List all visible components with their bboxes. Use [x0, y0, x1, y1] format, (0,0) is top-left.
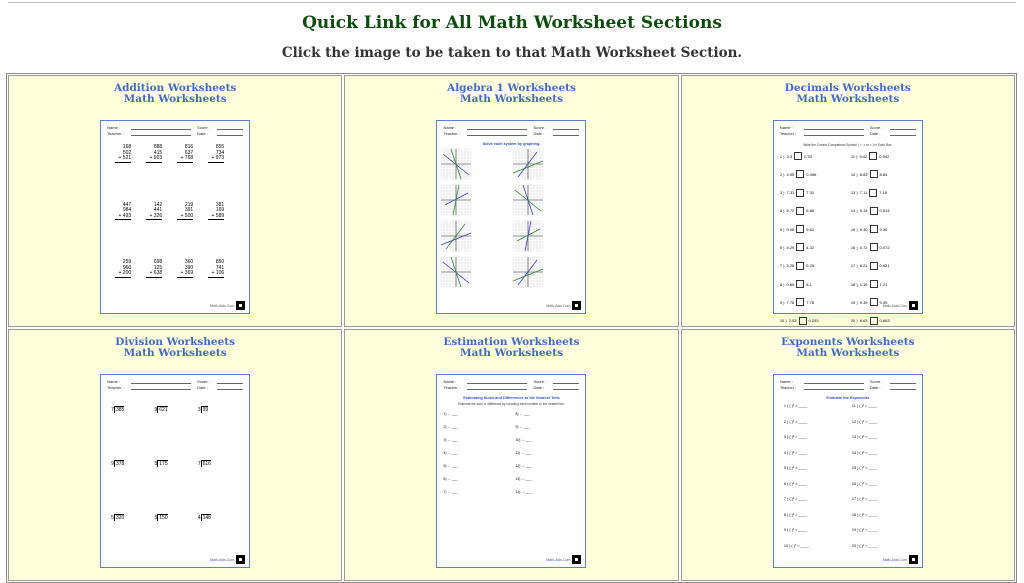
addition-problem: 816 637 + 768: [177, 145, 193, 163]
worksheet-thumbnail-decimals[interactable]: [773, 120, 923, 324]
card-subtitle-line[interactable]: Math Worksheets: [123, 347, 227, 359]
blank-line: [890, 129, 916, 130]
worksheet-instructions: Estimate the sum or difference by rounding each number to the nearest ten.: [458, 402, 565, 406]
addition-problem: 698 125 + 638: [146, 260, 162, 278]
arrow-icon: →: [521, 451, 525, 455]
footer-brand: Math-Aids.Com: [210, 303, 235, 308]
arrow-icon: →: [447, 425, 451, 429]
graph-thumbnail: [441, 221, 471, 251]
exponent-row: 7 ) ( )² = ____: [783, 497, 807, 501]
card-subtitle-line[interactable]: Math Worksheets: [460, 347, 563, 359]
blank-line: [804, 129, 864, 130]
exponent-row: 15 ) ( )² = ____: [851, 466, 878, 470]
exponent-row: 5 ) ( )² = ____: [783, 466, 807, 470]
blank-line: [467, 389, 527, 390]
exponent-row: 16 ) ( )² = ____: [851, 481, 878, 486]
worksheet-link-estimation[interactable]: [344, 329, 678, 581]
card-title-line[interactable]: Estimation Worksheets: [443, 336, 580, 348]
blank-line: [131, 129, 191, 130]
blank-line: [804, 389, 864, 390]
graph-problem: [513, 221, 581, 251]
estimation-row: 12) → ___: [515, 464, 532, 468]
sheet-header: [774, 375, 922, 395]
date-label: Date :: [869, 131, 881, 136]
score-label: Score :: [869, 125, 883, 130]
blank-line: [217, 383, 243, 384]
worksheet-instructions: Write the Correct Comparison Symbol ( <, > or = ) in Each Box.: [803, 143, 893, 147]
worksheet-title: Estimating Sums and Differences to the Nearest Tens: [463, 396, 560, 400]
addition-problem: 219 391 + 500: [177, 203, 193, 221]
worksheet-thumbnail-exponents[interactable]: [773, 374, 923, 568]
exponent-row: 10 ) ( )² = ____: [783, 543, 810, 548]
arrow-icon: →: [447, 412, 451, 416]
answer-box[interactable]: [869, 189, 877, 197]
blank-line: [804, 383, 864, 384]
estimation-row: 13) → ___: [515, 477, 532, 481]
algebra-graphs: [437, 146, 585, 290]
blank-line: [131, 383, 191, 384]
sheet-footer: [210, 301, 245, 310]
card-title[interactable]: [345, 337, 677, 359]
score-label: Score :: [533, 379, 547, 384]
card-title-line[interactable]: Division Worksheets: [115, 336, 236, 348]
worksheet-link-algebra-1[interactable]: [344, 75, 678, 327]
estimation-row: 9) → ___: [515, 425, 530, 429]
worksheet-thumbnail-addition[interactable]: [100, 120, 250, 314]
division-problem: 5 175: [154, 461, 168, 467]
name-label: Name :: [443, 379, 457, 384]
addition-problem: 850 741 + 106: [208, 260, 224, 278]
estimation-row: 1) → ___: [443, 412, 458, 416]
division-problem: 9 378: [111, 461, 125, 467]
score-label: Score :: [533, 125, 547, 130]
score-label: Score :: [197, 379, 210, 384]
teacher-label: Teacher :: [107, 385, 124, 390]
worksheet-instructions: Solve each system by graphing.: [482, 142, 541, 146]
estimation-row: 6) → ___: [443, 477, 458, 481]
name-label: Name :: [779, 379, 793, 384]
blank-line: [131, 135, 191, 136]
comparison-row: 20 ) 6.63 0.663: [850, 318, 890, 324]
exponent-row: 8 ) ( )² = ____: [783, 512, 807, 517]
comparison-row: 2 ) 4.95 0.496: [779, 171, 817, 177]
estimation-row: 3) → ___: [443, 438, 458, 442]
exponent-row: 19 ) ( )² = ____: [851, 528, 878, 532]
exponent-row: 9 ) ( )² = ____: [783, 528, 807, 532]
comparison-row: 7 ) 5.26 5.25: [779, 263, 815, 269]
arrow-icon: →: [521, 490, 525, 494]
arrow-icon: →: [521, 438, 525, 442]
worksheet-thumbnail-algebra-1[interactable]: [436, 120, 586, 314]
answer-box[interactable]: [869, 152, 877, 160]
qr-code-icon: [909, 555, 918, 564]
card-subtitle-line[interactable]: Math Worksheets: [123, 93, 227, 105]
card-title-line[interactable]: Algebra 1 Worksheets: [447, 82, 576, 94]
blank-line: [553, 129, 579, 130]
arrow-icon: →: [521, 464, 525, 468]
answer-box[interactable]: [870, 280, 878, 288]
estimation-row: 2) → ___: [443, 425, 458, 429]
qr-code-icon: [236, 301, 245, 310]
blank-line: [217, 135, 243, 136]
graph-problem: [441, 221, 509, 251]
comparison-row: 18 ) 1.19 1.21: [850, 281, 888, 287]
division-problem: 5 150: [154, 515, 168, 521]
addition-problem: 360 390 + 369: [177, 260, 193, 278]
blank-line: [553, 135, 579, 136]
blank-line: [467, 129, 527, 130]
name-label: Name :: [107, 379, 121, 384]
estimation-row: 4) → ___: [443, 451, 458, 455]
footer-brand: Math-Aids.Com: [546, 557, 571, 562]
worksheet-grid: [6, 73, 1017, 583]
graph-problem: [513, 185, 581, 215]
blank-line: [890, 135, 916, 136]
qr-code-icon: [909, 301, 918, 310]
answer-box[interactable]: [870, 207, 878, 215]
comparison-row: 15 ) 9.30 9.36: [850, 226, 888, 232]
blank-line: [467, 383, 527, 384]
addition-problem: 855 734 + 973: [208, 145, 224, 163]
graph-problem: [441, 185, 509, 215]
card-title-line[interactable]: Decimals Worksheets: [784, 82, 911, 94]
comparison-row: 9 ) 7.76 7.78: [779, 299, 815, 305]
division-problem: 7 385: [111, 407, 125, 413]
graph-thumbnail: [513, 149, 543, 179]
comparison-row: 11 ) 9.42 0.942: [850, 153, 890, 159]
exponent-row: 2 ) ( )² = ____: [783, 419, 807, 424]
graph-thumbnail: [513, 221, 543, 251]
blank-line: [553, 389, 579, 390]
arrow-icon: →: [447, 438, 451, 442]
exponent-row: 17 ) ( )² = ____: [851, 497, 878, 501]
division-problem: 4 148: [197, 515, 211, 521]
exponent-row: 4 ) ( )² = ____: [783, 450, 807, 455]
division-problem: 7 616: [197, 461, 211, 467]
exponent-row: 12 ) ( )² = ____: [851, 419, 878, 424]
division-problem: 3 99: [197, 407, 209, 413]
worksheet-link-addition[interactable]: [8, 75, 342, 327]
comparison-row: 14 ) 5.14 0.514: [850, 208, 890, 214]
arrow-icon: →: [519, 412, 523, 416]
exponent-row: 20 ) ( )² = ____: [851, 543, 878, 548]
exponent-row: 6 ) ( )² = ____: [783, 481, 807, 486]
comparison-row: 10 ) 2.53 0.253: [779, 318, 819, 324]
estimation-row: 5) → ___: [443, 464, 458, 468]
date-label: Date :: [197, 131, 208, 136]
sheet-header: [101, 121, 249, 141]
card-subtitle-line[interactable]: Math Worksheets: [460, 93, 563, 105]
answer-box[interactable]: [796, 262, 804, 270]
qr-code-icon: [572, 301, 581, 310]
date-label: Date :: [533, 385, 545, 390]
footer-brand: Math-Aids.Com: [882, 557, 907, 562]
card-title[interactable]: [9, 337, 341, 359]
blank-line: [804, 135, 864, 136]
score-label: Score :: [197, 125, 210, 130]
date-label: Date :: [197, 385, 208, 390]
page-subtitle: Click the image to be taken to that Math Worksheet Section.: [281, 45, 743, 61]
arrow-icon: →: [447, 451, 451, 455]
exponent-row: 13 ) ( )² = ____: [851, 435, 878, 439]
addition-problems: [101, 141, 249, 278]
answer-box[interactable]: [796, 280, 804, 288]
worksheet-link-exponents[interactable]: [681, 329, 1015, 581]
sheet-header: [437, 375, 585, 395]
comparison-row: 8 ) 0.85 8.1: [779, 281, 812, 287]
comparison-row: 1 ) 3.3 0.33: [779, 153, 812, 159]
footer-brand: Math-Aids.Com: [546, 303, 571, 308]
exponent-problems: [774, 400, 922, 552]
estimation-row: 7) → ___: [443, 490, 458, 494]
graph-problem: [513, 257, 581, 287]
division-problem: 9 621: [154, 407, 168, 413]
answer-box[interactable]: [796, 243, 804, 251]
card-title[interactable]: [682, 337, 1014, 359]
page-title: Quick Link for All Math Worksheet Sections: [302, 13, 722, 33]
division-problems: [101, 395, 249, 521]
answer-box[interactable]: [870, 170, 878, 178]
arrow-icon: →: [521, 477, 525, 481]
graph-problem: [513, 149, 581, 179]
qr-code-icon: [572, 555, 581, 564]
teacher-label: Teacher :: [443, 131, 460, 136]
footer-brand: Math-Aids.Com: [210, 557, 235, 562]
graph-thumbnail: [441, 257, 471, 287]
graph-thumbnail: [441, 149, 471, 179]
comparison-row: 16 ) 0.72 0.072: [850, 244, 890, 250]
arrow-icon: →: [447, 464, 451, 468]
answer-box[interactable]: [796, 207, 804, 215]
exponent-row: 11 ) ( )² = ____: [851, 404, 877, 408]
graph-thumbnail: [513, 257, 543, 287]
answer-box[interactable]: [796, 298, 804, 306]
blank-line: [131, 389, 191, 390]
sheet-footer: [546, 301, 581, 310]
name-label: Name :: [107, 125, 121, 130]
comparison-row: 4 ) 6.72 6.68: [779, 208, 815, 214]
date-label: Date :: [869, 385, 881, 390]
sheet-header: [774, 121, 922, 141]
name-label: Name :: [779, 125, 793, 130]
answer-box[interactable]: [794, 152, 802, 160]
teacher-label: Teacher :: [779, 385, 797, 390]
comparison-row: 17 ) 6.21 0.621: [850, 263, 890, 269]
worksheet-link-division[interactable]: [8, 329, 342, 581]
exponent-row: 18 ) ( )² = ____: [851, 512, 878, 517]
comparison-row: 12 ) 8.83 8.84: [850, 171, 888, 177]
sheet-footer: [210, 555, 245, 564]
blank-line: [890, 383, 916, 384]
card-subtitle-line[interactable]: Math Worksheets: [796, 93, 900, 105]
sheet-footer: [546, 555, 581, 564]
comparison-row: 13 ) 7.11 7.18: [850, 190, 888, 196]
addition-problem: 168 502 + 521: [115, 145, 131, 163]
worksheet-title: Evaluate the Exponents: [826, 396, 870, 400]
card-title-line[interactable]: Addition Worksheets: [113, 82, 237, 94]
comparison-row: 3 ) 7.31 7.31: [779, 190, 815, 196]
exponent-row: 14 ) ( )² = ____: [851, 450, 878, 455]
answer-box[interactable]: [796, 170, 804, 178]
answer-box[interactable]: [870, 298, 878, 306]
estimation-problems: [437, 410, 585, 496]
teacher-label: Teacher :: [443, 385, 460, 390]
sheet-header: [437, 121, 585, 141]
top-divider: [8, 0, 1016, 3]
qr-code-icon: [236, 555, 245, 564]
date-label: Date :: [533, 131, 545, 136]
graph-problem: [441, 257, 509, 287]
score-label: Score :: [869, 379, 883, 384]
answer-box[interactable]: [870, 262, 878, 270]
arrow-icon: →: [447, 477, 451, 481]
card-title[interactable]: [345, 83, 677, 105]
estimation-row: 8) → ___: [515, 412, 530, 416]
card-title[interactable]: [9, 83, 341, 105]
blank-line: [553, 383, 579, 384]
name-label: Name :: [443, 125, 457, 130]
graph-problem: [441, 149, 509, 179]
division-problem: 5 320: [111, 515, 125, 521]
graph-thumbnail: [441, 185, 471, 215]
answer-box[interactable]: [870, 225, 878, 233]
addition-problem: 259 960 + 200: [115, 260, 131, 278]
blank-line: [890, 389, 916, 390]
exponent-row: 3 ) ( )² = ____: [783, 435, 807, 439]
answer-box[interactable]: [870, 317, 878, 325]
blank-line: [217, 129, 243, 130]
estimation-row: 11) → ___: [515, 451, 532, 455]
teacher-label: Teacher :: [107, 131, 124, 136]
worksheet-thumbnail-division[interactable]: [100, 374, 250, 568]
addition-problem: 142 441 + 326: [146, 203, 162, 221]
card-title[interactable]: [682, 83, 1014, 105]
arrow-icon: →: [447, 490, 451, 494]
blank-line: [217, 389, 243, 390]
answer-box[interactable]: [870, 243, 878, 251]
sheet-header: [101, 375, 249, 395]
answer-box[interactable]: [799, 317, 807, 325]
comparison-row: 19 ) 9.39 9.39: [850, 299, 888, 305]
estimation-row: 10) → ___: [515, 438, 532, 442]
footer-brand: Math-Aids.Com: [882, 303, 907, 308]
exponent-row: 1 ) ( )² = ____: [783, 404, 807, 408]
sheet-footer: [883, 555, 918, 564]
worksheet-thumbnail-estimation[interactable]: [436, 374, 586, 568]
blank-line: [467, 135, 527, 136]
card-title-line[interactable]: Exponents Worksheets: [781, 336, 915, 348]
worksheet-link-decimals[interactable]: [681, 75, 1015, 327]
estimation-row: 14) → ___: [515, 490, 532, 494]
answer-box[interactable]: [796, 189, 804, 197]
comparison-row: 6 ) 4.29 4.32: [779, 244, 815, 250]
graph-thumbnail: [513, 185, 543, 215]
teacher-label: Teacher :: [779, 131, 797, 136]
comparison-row: 5 ) 9.06 9.61: [779, 226, 815, 232]
addition-problem: 447 984 + 493: [115, 203, 131, 221]
answer-box[interactable]: [796, 225, 804, 233]
card-subtitle-line[interactable]: Math Worksheets: [796, 347, 900, 359]
addition-problem: 888 415 + 903: [146, 145, 162, 163]
addition-problem: 381 169 + 589: [208, 203, 224, 221]
arrow-icon: →: [519, 425, 523, 429]
sheet-footer: [883, 301, 918, 310]
